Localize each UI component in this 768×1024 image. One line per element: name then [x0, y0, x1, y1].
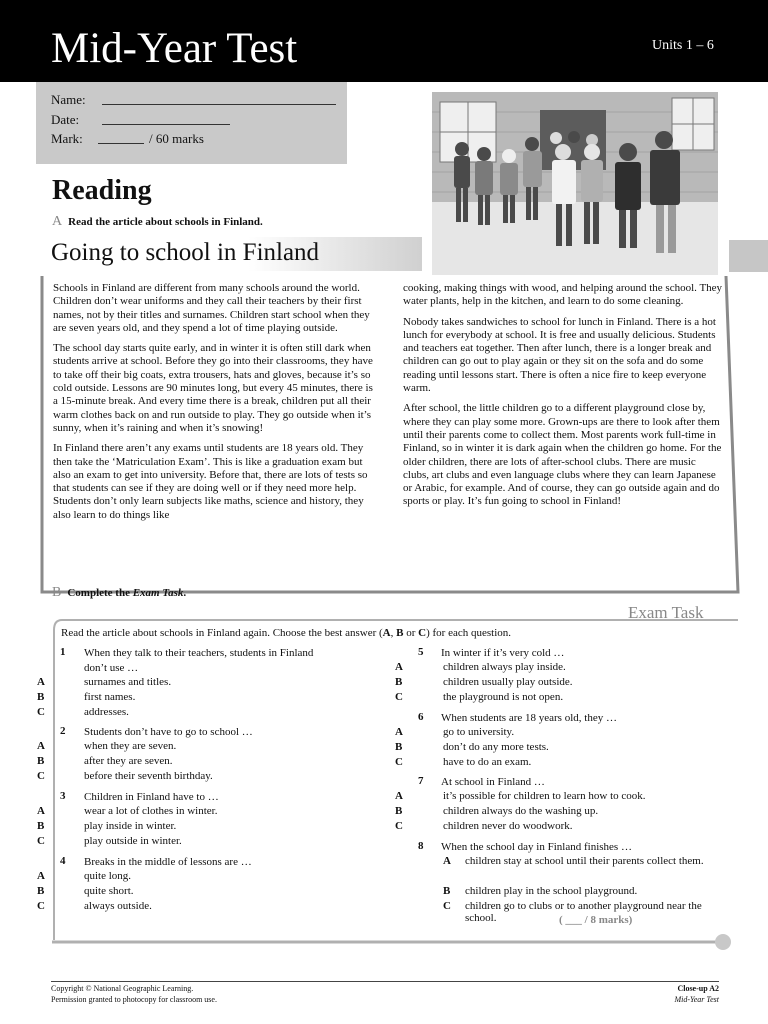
option-letter: C — [395, 756, 403, 768]
section-b-text-em: Exam Task — [132, 587, 184, 599]
photo-illustration — [432, 92, 718, 275]
answer-option[interactable]: children stay at school until their parents collect them. — [465, 855, 704, 867]
name-field[interactable] — [102, 92, 336, 105]
question-number: 3 — [60, 790, 66, 802]
article-title: Going to school in Finland — [51, 239, 320, 266]
section-a-text: Read the article about schools in Finland. — [68, 216, 263, 228]
question-number: 5 — [418, 646, 424, 658]
mark-label: Mark: — [51, 131, 83, 146]
question-number: 1 — [60, 646, 66, 658]
question-stem — [441, 711, 617, 726]
mark-field[interactable] — [98, 131, 144, 144]
answer-option[interactable]: quite long. — [84, 870, 132, 882]
exam-instruction — [61, 627, 511, 639]
option-letter: A — [395, 726, 403, 738]
section-b-text-1: Complete the — [67, 587, 133, 599]
question-number: 2 — [60, 725, 66, 737]
article-paragraph: After school, the little children go to a different playground close by, where they can play some more. Grown-ups are there to look after them until their parents come to collect them. Most parents work full-time in Finland, so in winter it is dark again when the children go home. For the older children, there are lots of after-school clubs. There are music clubs, art clubs and even language clubs where they can learn Japanese or Arabic, for example. And of course, they can go outside again and do sports or play. It’s fun going to school in Finland! — [403, 402, 722, 508]
question-stem — [84, 661, 138, 676]
answer-option[interactable]: first names. — [84, 691, 136, 703]
exam-instruction-sep1: , — [390, 627, 397, 639]
page-title: Mid-Year Test — [51, 25, 298, 72]
date-label: Date: — [51, 112, 80, 127]
answer-option[interactable]: when they are seven. — [84, 740, 177, 752]
option-letter: C — [37, 770, 45, 782]
option-letter: A — [395, 661, 403, 673]
answer-option[interactable]: children play in the school playground. — [465, 885, 638, 897]
question-stem-line: When students are 18 years old, they … — [441, 712, 617, 724]
question-number: 7 — [418, 775, 424, 787]
option-letter: A — [443, 855, 451, 867]
section-b-letter: B — [52, 585, 62, 600]
option-letter: A — [37, 870, 45, 882]
question-stem — [441, 840, 632, 855]
copyright-text: Copyright © National Geographic Learning. — [51, 984, 194, 993]
exam-instruction-text-2: ) for each question. — [426, 627, 512, 639]
article-column-right — [403, 282, 723, 516]
answer-option[interactable]: children always play inside. — [443, 661, 566, 673]
article-paragraph: Nobody takes sandwiches to school for lunch in Finland. There is a hot lunch for everybody at school. It is free and usually delicious. Students and teachers eat together. Then after lunch, there is a longer break and children can go out to play again or they sit on the sofa and do some reading until lessons start. There is often a nice fire to keep everyone warm. — [403, 315, 716, 395]
answer-option[interactable]: always outside. — [84, 900, 152, 912]
option-letter: C — [395, 691, 403, 703]
question-stem-line: When they talk to their teachers, students in Finland — [84, 647, 314, 659]
option-letter: B — [37, 755, 45, 767]
option-letter: A — [37, 805, 45, 817]
answer-option[interactable]: children always do the washing up. — [443, 805, 599, 817]
article-paragraph: cooking, making things with wood, and helping around the school. They water plants, help in the kitchen, and learn to do some cleaning. — [403, 282, 723, 308]
marks-total: ( ___ / 8 marks) — [559, 914, 633, 926]
question-stem-line: When the school day in Finland finishes … — [441, 841, 632, 853]
answer-option[interactable]: play outside in winter. — [84, 835, 182, 847]
exam-task-label: Exam Task — [628, 603, 704, 622]
answer-option[interactable]: before their seventh birthday. — [84, 770, 213, 782]
answer-option[interactable]: have to do an exam. — [443, 756, 532, 768]
question-number: 8 — [418, 840, 424, 852]
answer-option[interactable]: children go to clubs or to another playground near the school. — [465, 900, 702, 924]
test-title: Mid-Year Test — [674, 995, 719, 1004]
article-column-left — [53, 282, 373, 529]
question-stem-line: Students don’t have to go to school … — [84, 726, 253, 738]
question-number: 4 — [60, 855, 66, 867]
answer-option[interactable]: wear a lot of clothes in winter. — [84, 805, 218, 817]
option-letter: B — [37, 885, 45, 897]
exam-instruction-a: A — [382, 627, 391, 639]
option-letter: A — [37, 676, 45, 688]
option-letter: B — [395, 805, 403, 817]
exam-instruction-text-1: Read the article about schools in Finland again. Choose the best answer ( — [61, 627, 383, 639]
article-paragraph: Schools in Finland are different from many schools around the world. Children don’t wear uniforms and they call their teachers by their first names, not by their titles and surnames. Children start school when they are seven years old, and they spend a lot of time playing outside. — [53, 282, 370, 334]
exam-instruction-c: C — [418, 627, 427, 639]
answer-option[interactable]: play inside in winter. — [84, 820, 177, 832]
answer-option[interactable]: the playground is not open. — [443, 691, 564, 703]
question-stem — [441, 775, 545, 790]
question-stem-line: At school in Finland … — [441, 776, 545, 788]
answer-option[interactable]: after they are seven. — [84, 755, 173, 767]
option-letter: A — [395, 790, 403, 802]
answer-option[interactable]: children never do woodwork. — [443, 820, 573, 832]
option-letter: C — [37, 835, 45, 847]
question-number: 6 — [418, 711, 424, 723]
exam-instruction-sep2: or — [403, 627, 419, 639]
units-label: Units 1 – 6 — [652, 38, 714, 53]
option-letter: B — [443, 885, 451, 897]
section-a-instruction — [52, 214, 263, 230]
option-letter: B — [395, 741, 403, 753]
question-stem — [84, 646, 313, 661]
article-paragraph: The school day starts quite early, and in winter it is often still dark when students arrive at school. Before they go into their classrooms, they have to take off their big coats, extra trousers, hats and gloves, because it’s so cold outside. Lessons are 90 minutes long, but every 45 minutes, there is a 15-minute break. And every time there is a break, children put all their warm clothes back on and run outside to play. They go outside when it’s sunny, when it’s raining and when it’s snowing! — [53, 342, 373, 434]
answer-option[interactable]: it’s possible for children to learn how to cook. — [443, 790, 646, 802]
book-title: Close-up A2 — [677, 984, 719, 993]
question-stem-line: Children in Finland have to … — [84, 791, 219, 803]
option-letter: C — [37, 900, 45, 912]
reading-heading: Reading — [52, 175, 152, 206]
mark-total: / 60 marks — [149, 131, 204, 146]
school-children-photo — [432, 92, 718, 275]
question-stem — [84, 855, 252, 870]
answer-option[interactable]: addresses. — [84, 706, 129, 718]
section-b-text-2: . — [183, 587, 187, 599]
option-letter: C — [395, 820, 403, 832]
answer-option[interactable]: go to university. — [443, 726, 515, 738]
date-field[interactable] — [102, 112, 230, 125]
name-label: Name: — [51, 92, 86, 107]
answer-option[interactable]: don’t do any more tests. — [443, 741, 549, 753]
student-info-box — [36, 82, 347, 164]
question-stem — [441, 646, 564, 661]
answer-option[interactable]: children usually play outside. — [443, 676, 573, 688]
question-stem-line: In winter if it’s very cold … — [441, 647, 565, 659]
footer-divider — [51, 981, 719, 982]
permission-text: Permission granted to photocopy for classroom use. — [51, 995, 217, 1004]
exam-instruction-b: B — [396, 627, 404, 639]
section-b-instruction — [52, 585, 186, 601]
option-letter: B — [37, 691, 45, 703]
option-letter: C — [37, 706, 45, 718]
section-a-letter: A — [52, 214, 63, 229]
answer-option[interactable]: quite short. — [84, 885, 134, 897]
question-stem — [84, 725, 253, 740]
question-stem — [84, 790, 219, 805]
answer-option[interactable]: surnames and titles. — [84, 676, 172, 688]
article-paragraph: In Finland there aren’t any exams until students are 18 years old. They then take the ‘Matriculation Exam’. This is like a graduation exam but also an exam to get into university. Before that, there are lots of tests so that students can see if they are doing well or if they need more help. Students don’t only learn subjects like maths, science and history, they also learn to do things like — [53, 442, 368, 521]
option-letter: C — [443, 900, 451, 912]
option-letter: B — [37, 820, 45, 832]
question-stem-line: Breaks in the middle of lessons are … — [84, 856, 252, 868]
question-stem-line: don’t use … — [84, 662, 139, 674]
option-letter: B — [395, 676, 403, 688]
side-tab — [729, 240, 768, 272]
option-letter: A — [37, 740, 45, 752]
